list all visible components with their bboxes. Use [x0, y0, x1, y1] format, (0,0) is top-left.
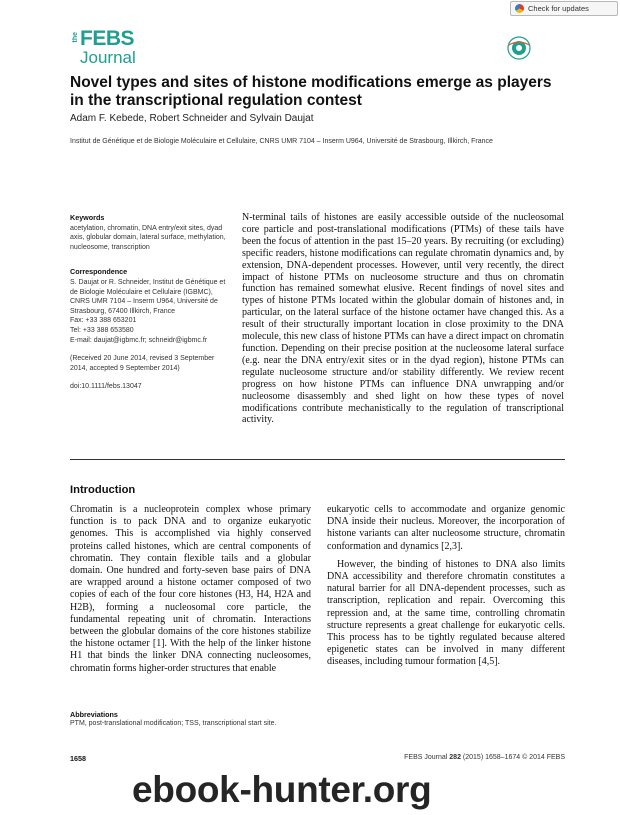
logo-journal: Journal [80, 48, 136, 67]
check-for-updates-button[interactable] [510, 1, 618, 16]
correspondence-heading: Correspondence [70, 267, 128, 277]
intro-paragraph-1: Chromatin is a nucleoprotein complex whose primary function is to pack DNA and to organize eukaryotic genomes. This is accomplished via highly conserved proteins called histones, which are central components of chromatin. They contain flexible tails and a globular domain. One hundred and forty-seven base pairs of DNA are wrapped around a histone octamer composed of two copies of each of the four core histones (H3, H4, H2A and H2B), forming a nucleosomal core particle, the fundamental repeating unit of chromatin. Interactions between the globular domains of the core histones stabilize the histone octamer [1]. With the help of the linker histone H1 that binds the linker DNA connecting nucleosomes, chromatin forms higher-order structures that enable [70, 504, 311, 674]
journal-name: FEBS Journal [404, 754, 448, 761]
article-authors: Adam F. Kebede, Robert Schneider and Sylvain Daujat [70, 113, 314, 124]
page-number: 1658 [70, 754, 86, 763]
section-divider [70, 459, 565, 460]
intro-paragraph-2: However, the binding of histones to DNA also limits DNA accessibility and therefore chromatin constitutes a natural barrier for all DNA-dependent processes, such as transcription, replication and repair. Overcoming this repression and, at the same time, controlling chromatin structure represents a great challenge for eukaryotic cells. This process has to be tightly regulated because altered epigenetic states can be involved in many different diseases, including tumour formation [4,5]. [327, 558, 565, 668]
keywords-heading: Keywords [70, 213, 105, 222]
article-affiliation: Institut de Génétique et de Biologie Moléculaire et Cellulaire, CNRS UMR 7104 – Inserm U964, Université de Strasbourg, Illkirch, France [70, 138, 493, 145]
email-addresses[interactable]: E-mail: daujat@igbmc.fr; schneidr@igbmc.fr [70, 336, 208, 344]
crossmark-icon [515, 4, 524, 13]
journal-volume: 282 [449, 754, 461, 761]
check-updates-label: Check for updates [528, 4, 589, 13]
febs-emblem-icon [507, 36, 531, 60]
journal-citation [404, 754, 565, 761]
introduction-heading: Introduction [70, 484, 136, 496]
watermark-text: ebook-hunter.org [132, 769, 432, 810]
fax-number: Fax: +33 388 653201 [70, 317, 137, 325]
article-sidebar [70, 213, 230, 392]
abbreviations-heading: Abbreviations [70, 710, 118, 719]
doi-link[interactable]: doi:10.1111/febs.13047 [70, 383, 142, 391]
abbreviations-text: PTM, post-translational modification; TSS, transcriptional start site. [70, 720, 277, 727]
body-column-left [70, 504, 311, 681]
keywords-list: acetylation, chromatin, DNA entry/exit sites, dyad axis, globular domain, lateral surface, methylation, nucleosome, transcription [70, 224, 226, 251]
abstract-text: N-terminal tails of histones are easily accessible outside of the nucleosomal core particle and post-translational modifications (PTMs) of these tails have been the focus of attention in the past 15–20 years. By recruiting (or excluding) specific readers, histone modifications can regulate chromatin dynamics and, by extension, DNA-dependent processes. However, until very recently, the direct impact of histone PTMs on nucleosome structure and thus on chromatin function has remained somewhat elusive. Recent findings of novel sites and types of histone PTMs located within the globular domain of histones and, in particular, on the lateral surface of the histone octamer have changed this. As a result of their structurally important location in close proximity to the DNA molecule, this new class of histone PTMs can have a direct impact on chromatin function. Depending on their precise position at the nucleosome lateral surface (e.g. near the DNA entry/exit sites or in the dyad region), histone PTMs can regulate nucleosome structure and/or stability differently. We review recent progress on how histone PTMs can influence DNA unwrapping and/or nucleosome disassembly and shed light on how these types of novel modifications contribute mechanistically to the regulation of transcriptional activity. [242, 212, 564, 426]
intro-paragraph-1-continued: eukaryotic cells to accommodate and organize genomic DNA inside their nucleus. Moreover, the incorporation of histone variants can alter nucleosome structure, chromatin conformation and dynamics [2,3]. [327, 504, 565, 552]
correspondence-address: S. Daujat or R. Schneider, Institut de Génétique et de Biologie Moléculaire et Cellulaire (IGBMC), CNRS UMR 7104 – Inserm U964, Université de Strasbourg, 67400 Illkirch, France [70, 278, 226, 315]
body-column-right [327, 504, 565, 675]
logo-the: the [72, 32, 79, 43]
febs-journal-logo [72, 28, 134, 70]
tel-number: Tel: +33 388 653580 [70, 326, 134, 334]
logo-febs: FEBS [80, 27, 135, 50]
received-dates: (Received 20 June 2014, revised 3 September 2014, accepted 9 September 2014) [70, 355, 215, 372]
journal-pages-copyright: (2015) 1658–1674 © 2014 FEBS [462, 754, 565, 761]
article-title: Novel types and sites of histone modifications emerge as players in the transcriptional regulation contest [70, 74, 552, 109]
